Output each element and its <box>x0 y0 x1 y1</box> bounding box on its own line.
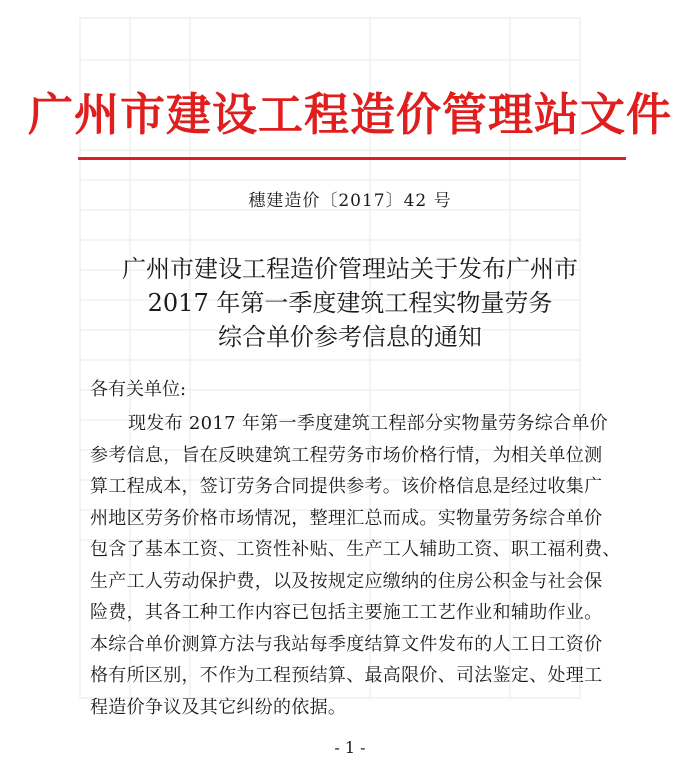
notice-title <box>0 252 700 354</box>
body-paragraph <box>90 408 650 723</box>
notice-title-line: 2017 年第一季度建筑工程实物量劳务 <box>147 289 553 317</box>
body-line: 包含了基本工资、工资性补贴、生产工人辅助工资、职工福利费、 <box>90 539 621 560</box>
page-number: - 1 - <box>334 738 366 757</box>
body-line: 程造价争议及其它纠纷的依据。 <box>90 696 347 718</box>
body-line: 生产工人劳动保护费，以及按规定应缴纳的住房公积金与社会保 <box>90 570 603 592</box>
body-line: 算工程成本，签订劳务合同提供参考。该价格信息是经过收集广 <box>90 476 603 497</box>
notice-title-line: 综合单价参考信息的通知 <box>218 323 482 351</box>
notice-title-line: 广州市建设工程造价管理站关于发布广州市 <box>122 255 578 283</box>
salutation: 各有关单位: <box>90 379 187 400</box>
body-line: 现发布 2017 年第一季度建筑工程部分实物量劳务综合单价 <box>128 413 608 434</box>
body-line: 格有所区别，不作为工程预结算、最高限价、司法鉴定、处理工 <box>90 665 603 686</box>
red-header-rule <box>78 157 626 160</box>
body-line: 州地区劳务价格市场情况，整理汇总而成。实物量劳务综合单价 <box>90 507 603 529</box>
body-line: 参考信息，旨在反映建筑工程劳务市场价格行情，为相关单位测 <box>90 444 603 466</box>
body-line: 本综合单价测算方法与我站每季度结算文件发布的人工日工资价 <box>90 633 603 655</box>
document-number: 穗建造价〔2017〕42 号 <box>248 191 452 211</box>
org-document-title: 广州市建设工程造价管理站文件 <box>27 88 672 141</box>
body-line: 险费，其各工种工作内容已包括主要施工工艺作业和辅助作业。 <box>90 602 603 623</box>
